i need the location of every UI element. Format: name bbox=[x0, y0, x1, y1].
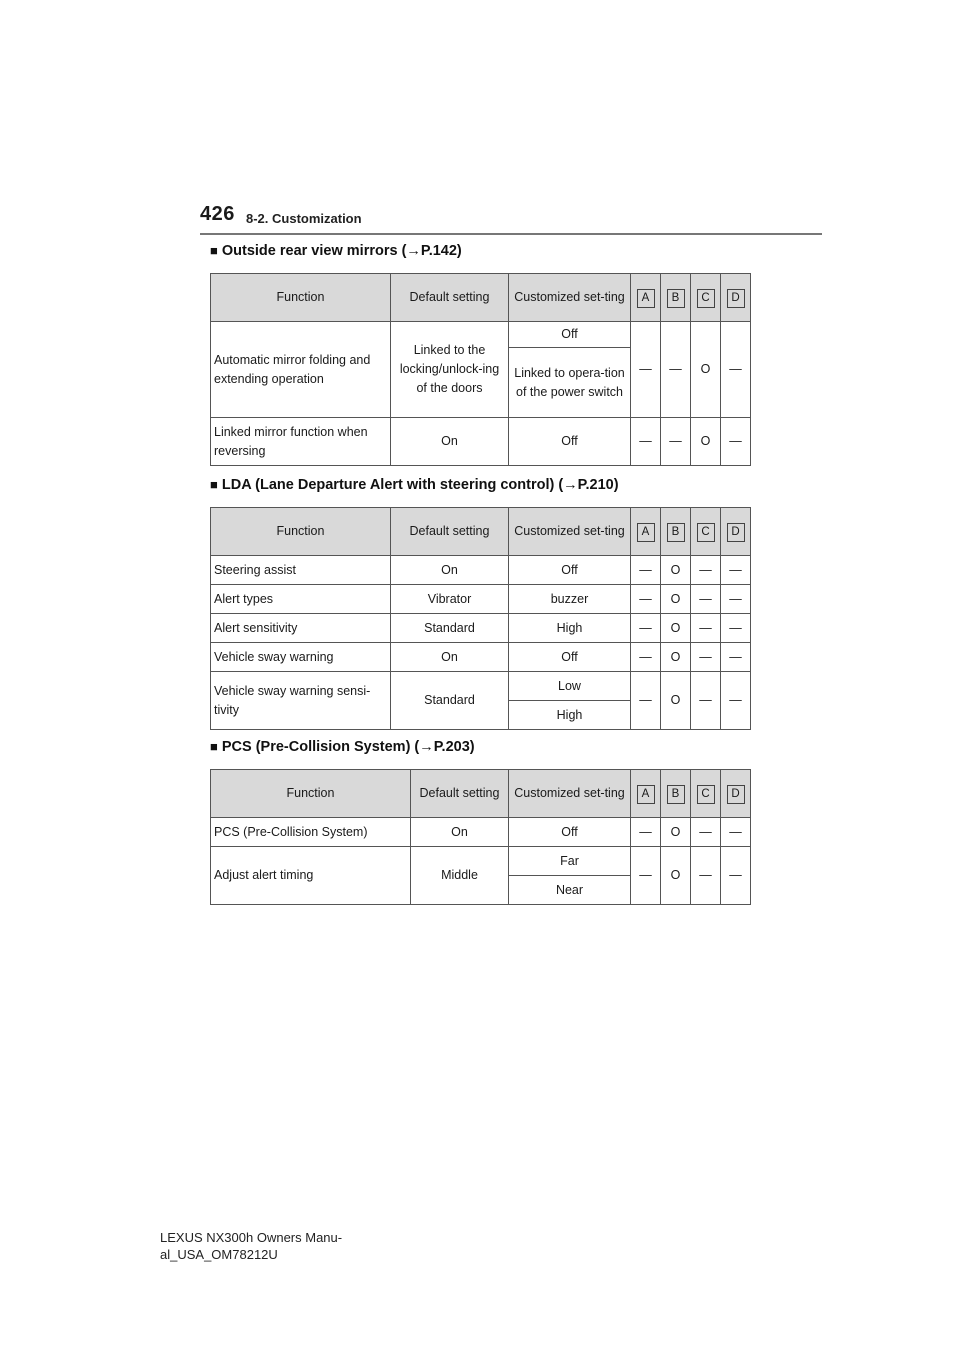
table-header-row bbox=[211, 274, 751, 322]
table-pcs bbox=[210, 769, 751, 905]
cell-c: — bbox=[691, 556, 721, 585]
cell-custom: Off bbox=[509, 418, 631, 466]
cell-custom: Linked to opera-tion of the power switch bbox=[509, 348, 631, 418]
cell-custom: Near bbox=[509, 876, 631, 905]
col-a-box: A bbox=[637, 289, 655, 308]
table-row bbox=[211, 322, 751, 348]
table-header-row bbox=[211, 508, 751, 556]
table-row bbox=[211, 556, 751, 585]
cell-default: Middle bbox=[411, 847, 509, 905]
cell-function: PCS (Pre-Collision System) bbox=[211, 818, 411, 847]
col-d-box: D bbox=[727, 289, 745, 308]
square-bullet-icon: ■ bbox=[210, 477, 218, 492]
cell-d: — bbox=[721, 672, 751, 730]
cell-custom: Far bbox=[509, 847, 631, 876]
page-header bbox=[200, 203, 822, 235]
cell-default: On bbox=[391, 643, 509, 672]
section-title-text: Outside rear view mirrors (→P.142) bbox=[221, 243, 462, 259]
cell-b: O bbox=[661, 556, 691, 585]
cell-a: — bbox=[631, 614, 661, 643]
col-d bbox=[721, 770, 751, 818]
cell-a: — bbox=[631, 585, 661, 614]
cell-b: O bbox=[661, 643, 691, 672]
cell-function: Automatic mirror folding and extending operation bbox=[211, 322, 391, 418]
cell-a: — bbox=[631, 418, 661, 466]
col-a bbox=[631, 508, 661, 556]
cell-custom: Off bbox=[509, 818, 631, 847]
col-a bbox=[631, 274, 661, 322]
col-b-box: B bbox=[667, 289, 685, 308]
col-custom: Customized set-ting bbox=[509, 274, 631, 322]
col-function: Function bbox=[211, 274, 391, 322]
col-b-box: B bbox=[667, 523, 685, 542]
section-title-text: LDA (Lane Departure Alert with steering control) (→P.210) bbox=[221, 477, 619, 493]
cell-function: Linked mirror function when reversing bbox=[211, 418, 391, 466]
col-default: Default setting bbox=[411, 770, 509, 818]
cell-b: — bbox=[661, 322, 691, 418]
col-function: Function bbox=[211, 770, 411, 818]
col-c bbox=[691, 508, 721, 556]
cell-d: — bbox=[721, 614, 751, 643]
cell-function: Alert sensitivity bbox=[211, 614, 391, 643]
col-default: Default setting bbox=[391, 508, 509, 556]
cell-default: On bbox=[391, 418, 509, 466]
cell-a: — bbox=[631, 847, 661, 905]
cell-custom: Off bbox=[509, 322, 631, 348]
table-mirrors bbox=[210, 273, 751, 466]
col-b bbox=[661, 770, 691, 818]
cell-default: On bbox=[391, 556, 509, 585]
cell-c: O bbox=[691, 322, 721, 418]
cell-d: — bbox=[721, 643, 751, 672]
col-b-box: B bbox=[667, 785, 685, 804]
cell-custom: High bbox=[509, 614, 631, 643]
section-title-text: PCS (Pre-Collision System) (→P.203) bbox=[221, 739, 475, 755]
col-b bbox=[661, 508, 691, 556]
footer-line-1: LEXUS NX300h Owners Manu- bbox=[160, 1230, 343, 1245]
cell-d: — bbox=[721, 418, 751, 466]
cell-c: O bbox=[691, 418, 721, 466]
col-c-box: C bbox=[697, 289, 715, 308]
col-custom: Customized set-ting bbox=[509, 508, 631, 556]
col-function: Function bbox=[211, 508, 391, 556]
square-bullet-icon: ■ bbox=[210, 739, 218, 754]
col-c-box: C bbox=[697, 523, 715, 542]
cell-custom: Off bbox=[509, 556, 631, 585]
cell-b: O bbox=[661, 672, 691, 730]
cell-default: Standard bbox=[391, 614, 509, 643]
cell-a: — bbox=[631, 818, 661, 847]
cell-c: — bbox=[691, 614, 721, 643]
cell-b: O bbox=[661, 847, 691, 905]
table-row bbox=[211, 672, 751, 701]
cell-d: — bbox=[721, 585, 751, 614]
table-header-row bbox=[211, 770, 751, 818]
col-c bbox=[691, 770, 721, 818]
cell-c: — bbox=[691, 847, 721, 905]
col-custom: Customized set-ting bbox=[509, 770, 631, 818]
table-row bbox=[211, 614, 751, 643]
table-row bbox=[211, 585, 751, 614]
cell-d: — bbox=[721, 847, 751, 905]
col-default: Default setting bbox=[391, 274, 509, 322]
chapter-title: 8-2. Customization bbox=[246, 211, 362, 226]
cell-function: Vehicle sway warning bbox=[211, 643, 391, 672]
cell-b: O bbox=[661, 818, 691, 847]
table-row bbox=[211, 418, 751, 466]
col-a-box: A bbox=[637, 523, 655, 542]
cell-custom: Low bbox=[509, 672, 631, 701]
square-bullet-icon: ■ bbox=[210, 243, 218, 258]
footer bbox=[160, 1229, 342, 1263]
section-title-pcs bbox=[210, 739, 475, 755]
cell-default: Vibrator bbox=[391, 585, 509, 614]
col-c bbox=[691, 274, 721, 322]
cell-a: — bbox=[631, 322, 661, 418]
cell-function: Vehicle sway warning sensi-tivity bbox=[211, 672, 391, 730]
cell-d: — bbox=[721, 556, 751, 585]
cell-d: — bbox=[721, 818, 751, 847]
cell-default: On bbox=[411, 818, 509, 847]
cell-custom: buzzer bbox=[509, 585, 631, 614]
table-lda bbox=[210, 507, 751, 730]
cell-function: Adjust alert timing bbox=[211, 847, 411, 905]
page-number: 426 bbox=[200, 203, 235, 225]
cell-c: — bbox=[691, 585, 721, 614]
col-d-box: D bbox=[727, 785, 745, 804]
cell-function: Steering assist bbox=[211, 556, 391, 585]
table-row bbox=[211, 847, 751, 876]
col-d bbox=[721, 508, 751, 556]
cell-a: — bbox=[631, 643, 661, 672]
section-title-mirrors bbox=[210, 243, 462, 259]
cell-b: — bbox=[661, 418, 691, 466]
section-title-lda bbox=[210, 477, 619, 493]
col-a-box: A bbox=[637, 785, 655, 804]
cell-c: — bbox=[691, 818, 721, 847]
cell-function: Alert types bbox=[211, 585, 391, 614]
cell-a: — bbox=[631, 672, 661, 730]
col-a bbox=[631, 770, 661, 818]
cell-c: — bbox=[691, 672, 721, 730]
cell-b: O bbox=[661, 585, 691, 614]
table-row bbox=[211, 818, 751, 847]
cell-d: — bbox=[721, 322, 751, 418]
footer-line-2: al_USA_OM78212U bbox=[160, 1247, 278, 1262]
cell-c: — bbox=[691, 643, 721, 672]
header-rule bbox=[200, 233, 822, 235]
cell-custom: Off bbox=[509, 643, 631, 672]
col-c-box: C bbox=[697, 785, 715, 804]
cell-b: O bbox=[661, 614, 691, 643]
col-d-box: D bbox=[727, 523, 745, 542]
table-row bbox=[211, 643, 751, 672]
col-d bbox=[721, 274, 751, 322]
cell-default: Linked to the locking/unlock-ing of the doors bbox=[391, 322, 509, 418]
cell-default: Standard bbox=[391, 672, 509, 730]
cell-a: — bbox=[631, 556, 661, 585]
col-b bbox=[661, 274, 691, 322]
cell-custom: High bbox=[509, 701, 631, 730]
